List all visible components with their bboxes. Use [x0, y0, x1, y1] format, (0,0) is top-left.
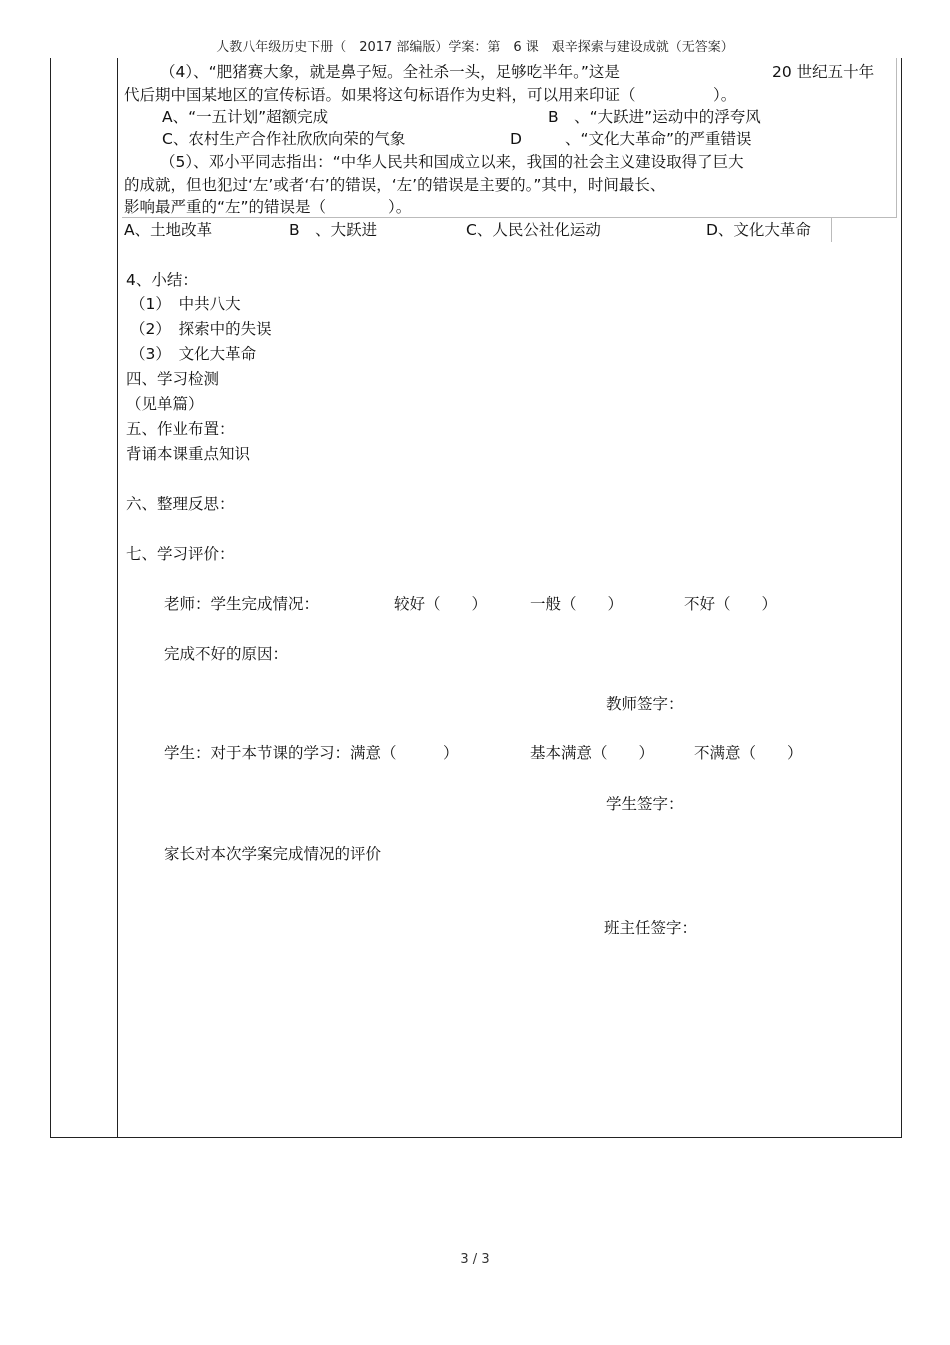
summary-title: 4、小结： — [126, 271, 198, 289]
section6-title: 六、整理反思： — [126, 495, 235, 513]
q5-option-b: B 、大跃进 — [289, 221, 378, 239]
q5-line2: 的成就，但也犯过‘左’或者‘右’的错误，‘左’的错误是主要的。”其中，时间最长、 — [124, 176, 666, 194]
student-option-unsatisfied: 不满意（ ） — [694, 744, 803, 762]
section4-title: 四、学习检测 — [126, 370, 220, 388]
section4-content: （见单篇） — [126, 395, 204, 413]
teacher-option-poor: 不好（ ） — [684, 595, 778, 613]
teacher-option-good: 较好（ ） — [394, 595, 488, 613]
section5-content: 背诵本课重点知识 — [126, 445, 251, 463]
column-divider — [117, 58, 118, 1138]
teacher-signature: 教师签字： — [606, 695, 684, 713]
student-option-fair: 基本满意（ ） — [530, 744, 655, 762]
parent-evaluation-label: 家长对本次学案完成情况的评价 — [164, 845, 382, 863]
q4-option-a: A、“一五计划”超额完成 — [162, 108, 329, 126]
teacher-option-average: 一般（ ） — [530, 595, 624, 613]
summary-item: （2） 探索中的失误 — [130, 320, 272, 338]
page-header: 人教八年级历史下册（ 2017 部编版）学案：第 6 课 艰辛探索与建设成就（无答案） — [216, 40, 734, 55]
q4-option-d: 、“文化大革命”的严重错误 — [565, 130, 752, 148]
section7-title: 七、学习评价： — [126, 545, 235, 563]
reason-label: 完成不好的原因： — [164, 645, 289, 663]
q5-line1: （5）、邓小平同志指出：“中华人民共和国成立以来，我国的社会主义建设取得了巨大 — [160, 153, 744, 171]
summary-item: （1） 中共八大 — [130, 295, 241, 313]
q4-line1-end: 20 世纪五十年 — [772, 63, 875, 81]
q5-option-a: A、土地改革 — [124, 221, 213, 239]
section5-title: 五、作业布置： — [126, 420, 235, 438]
q5-option-c: C、人民公社化运动 — [466, 221, 601, 239]
q5-line3: 影响最严重的“左”的错误是（ ）。 — [124, 198, 412, 216]
q5-option-d: D、文化大革命 — [706, 221, 811, 239]
student-signature: 学生签字： — [606, 795, 684, 813]
teacher-label: 老师：学生完成情况： — [164, 595, 320, 613]
q4-line1: （4）、“肥猪赛大象，就是鼻子短。全社杀一头，足够吃半年。”这是 — [160, 63, 620, 81]
q4-option-c: C、农村生产合作社欣欣向荣的气象 — [162, 130, 406, 148]
q4-line2: 代后期中国某地区的宣传标语。如果将这句标语作为史料，可以用来印证（ ）。 — [124, 86, 737, 104]
q4-option-b: B 、“大跃进”运动中的浮夸风 — [548, 108, 761, 126]
summary-item: （3） 文化大革命 — [130, 345, 257, 363]
q4-option-d-letter: D — [510, 130, 522, 148]
student-label: 学生：对于本节课的学习：满意（ ） — [164, 744, 459, 762]
head-teacher-signature: 班主任签字： — [604, 919, 698, 937]
page-number: 3 / 3 — [460, 1252, 490, 1267]
